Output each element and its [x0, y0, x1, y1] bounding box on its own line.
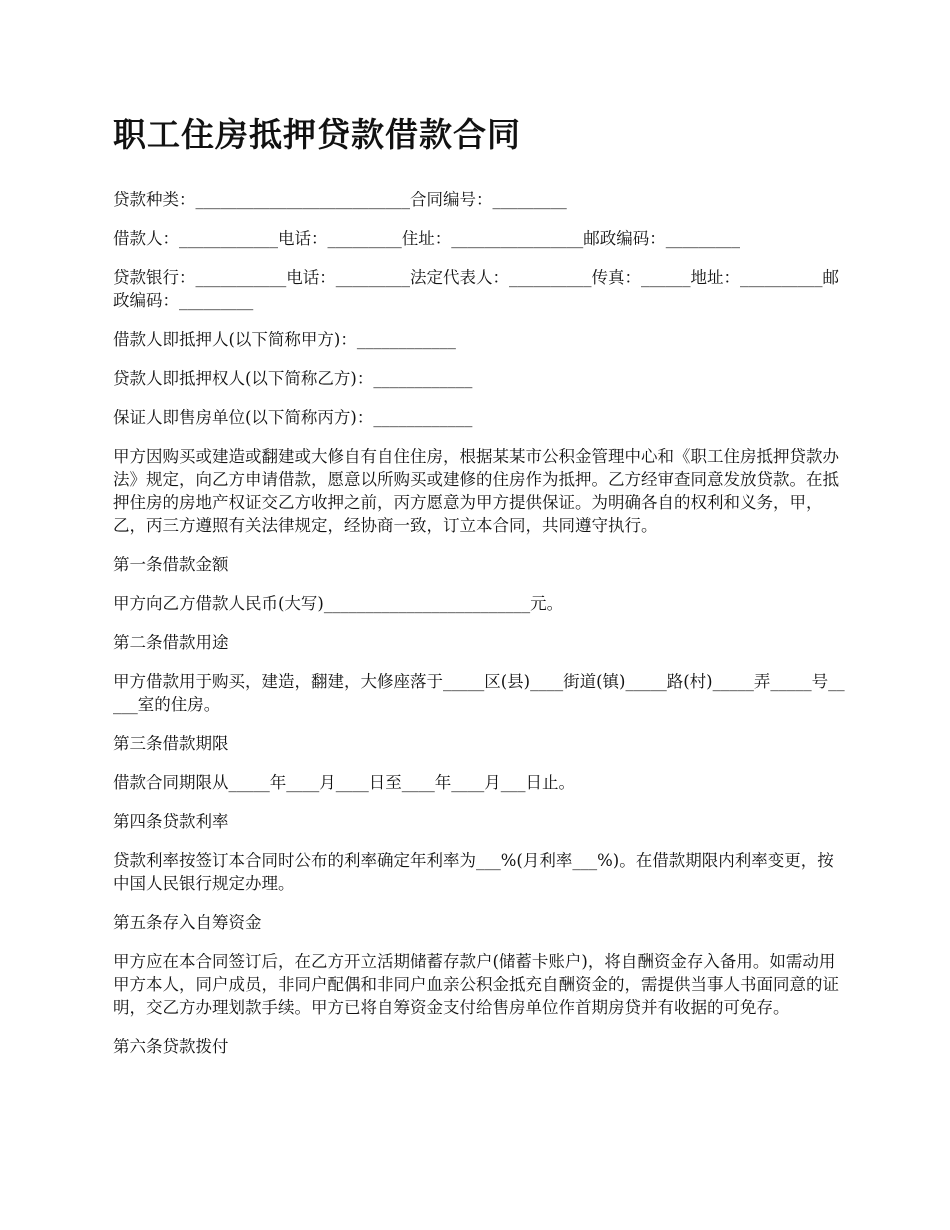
paragraph-party-c: 保证人即售房单位(以下简称丙方)：____________ [113, 408, 473, 427]
article-3-body: 借款合同期限从_____年____月____日至____年____月___日止。 [113, 773, 575, 792]
document-page [113, 108, 848, 1074]
document-title: 职工住房抵押贷款借款合同 [113, 115, 521, 154]
article-5-body: 甲方应在本合同签订后，在乙方开立活期储蓄存款户(储蓄卡账户)，将自酬资金存入备用。如需动用甲方本人，同户成员，非同户配偶和非同户血亲公积金抵充自酬资金的，需提供当事人书面同意的证明，交乙方办理划款手续。甲方已将自筹资金支付给售房单位作首期房贷并有收据的可免存。 [113, 952, 839, 1017]
article-2-heading: 第二条借款用途 [113, 633, 229, 652]
paragraph-borrower: 借款人：____________电话：_________住址：________________邮政编码：_________ [113, 229, 740, 248]
paragraph-party-b: 贷款人即抵押权人(以下简称乙方)：____________ [113, 369, 473, 388]
article-4-heading: 第四条贷款利率 [113, 812, 229, 831]
paragraph-preamble: 甲方因购买或建造或翻建或大修自有自住住房，根据某某市公积金管理中心和《职工住房抵押贷款办法》规定，向乙方申请借款，愿意以所购买或建修的住房作为抵押。乙方经审查同意发放贷款。在抵押住房的房地产权证交乙方收押之前，丙方愿意为甲方提供保证。为明确各自的权利和义务，甲，乙，丙三方遵照有关法律规定，经协商一致，订立本合同，共同遵守执行。 [113, 447, 839, 535]
article-1-heading: 第一条借款金额 [113, 555, 229, 574]
article-4-body: 贷款利率按签订本合同时公布的利率确定年利率为___%(月利率___%)。在借款期限内利率变更，按中国人民银行规定办理。 [113, 851, 834, 893]
paragraph-lending-bank: 贷款银行：___________电话：_________法定代表人：__________传真：______地址：__________邮政编码：_________ [113, 268, 839, 310]
paragraph-party-a: 借款人即抵押人(以下简称甲方)：____________ [113, 330, 456, 349]
article-6-heading: 第六条贷款拨付 [113, 1037, 229, 1056]
article-1-body: 甲方向乙方借款人民币(大写)_________________________元。 [113, 594, 564, 613]
article-2-body: 甲方借款用于购买，建造，翻建，大修座落于_____区(县)____街道(镇)_____路(村)_____弄_____号_____室的住房。 [113, 672, 845, 714]
article-3-heading: 第三条借款期限 [113, 734, 229, 753]
article-5-heading: 第五条存入自筹资金 [113, 913, 262, 932]
paragraph-loan-type: 贷款种类：__________________________合同编号：_________ [113, 190, 567, 209]
